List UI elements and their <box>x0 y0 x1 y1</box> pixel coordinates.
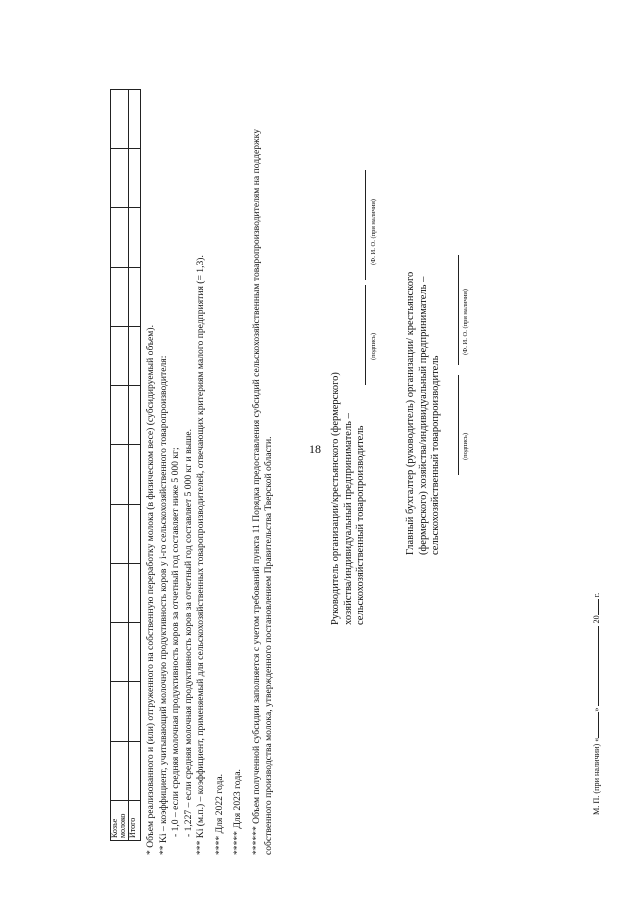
footnote-ki: ** Ki – коэффициент, учитывающий молочную продуктивность коров у i-го сельскохозяйственного товаропроизводителя: <box>157 355 169 855</box>
footnotes <box>145 95 276 855</box>
table-row-label: Козье молоко <box>111 801 129 841</box>
subsidy-table <box>110 89 141 841</box>
footnote-ki-high: - 1,227 – если средняя молочная продуктивность коров за отчетный год составляет 5 000 кг и выше. <box>182 428 194 837</box>
close-quote: » <box>592 707 601 712</box>
table-row <box>128 90 140 841</box>
table-row-label: Итого <box>128 801 140 841</box>
chief-sign-line <box>458 375 459 475</box>
chief-name-caption: (Ф. И. О. (при наличии) <box>462 289 469 355</box>
head-name-caption: (Ф. И. О. (при наличии) <box>370 199 377 265</box>
stamp-label: М. П. (при наличии) « <box>592 737 601 815</box>
footnote-ki-low: - 1,0 – если средняя молочная продуктивность коров за отчетный год составляет ниже 5 000 кг; <box>170 447 181 837</box>
head-title: Руководитель организации/крестьянского (фермерского) хозяйства/индивидуальный предприниматель – сельскохозяйственный товаропроизводитель <box>330 372 366 625</box>
footnote-ki-mp: *** Ki (м.п.) – коэффициент, применяемый для сельскохозяйственных товаропроизводителей, отвечающих критериям малого предприятия (= 1,3). <box>195 255 206 855</box>
chief-title: Главный бухгалтер (руководитель) организации/ крестьянского (фермерского) хозяйства/индивидуальный предприниматель – сельскохозяйственный товаропроизводитель <box>405 271 441 555</box>
footnote-2022: **** Для 2022 года. <box>213 773 225 855</box>
chief-sign-caption: (подпись) <box>462 433 469 460</box>
year-prefix: 20 <box>592 615 601 624</box>
chief-name-line <box>458 255 459 365</box>
head-sign-line <box>365 285 366 385</box>
footnote-volume: * Объем реализованного и (или) отгруженного на собственную переработку молока (в физическом весе) (субсидируемый объем). <box>145 325 156 855</box>
page-number: 18 <box>309 442 321 456</box>
footnote-2023: ***** Для 2023 года. <box>232 769 243 855</box>
year-suffix: г. <box>592 592 601 598</box>
stamp-date-line <box>592 593 601 815</box>
table-row <box>111 90 129 841</box>
head-sign-caption: (подпись) <box>370 333 377 360</box>
head-name-line <box>365 170 366 280</box>
footnote-subsidy: ****** Объем полученной субсидии заполняется с учетом требований пункта 11 Порядка предоставления субсидий сельскохозяйственным товаропроизводителям на поддержку собственного производства молока, утвержденного постановлением Правительства Тверской области. <box>250 129 274 855</box>
